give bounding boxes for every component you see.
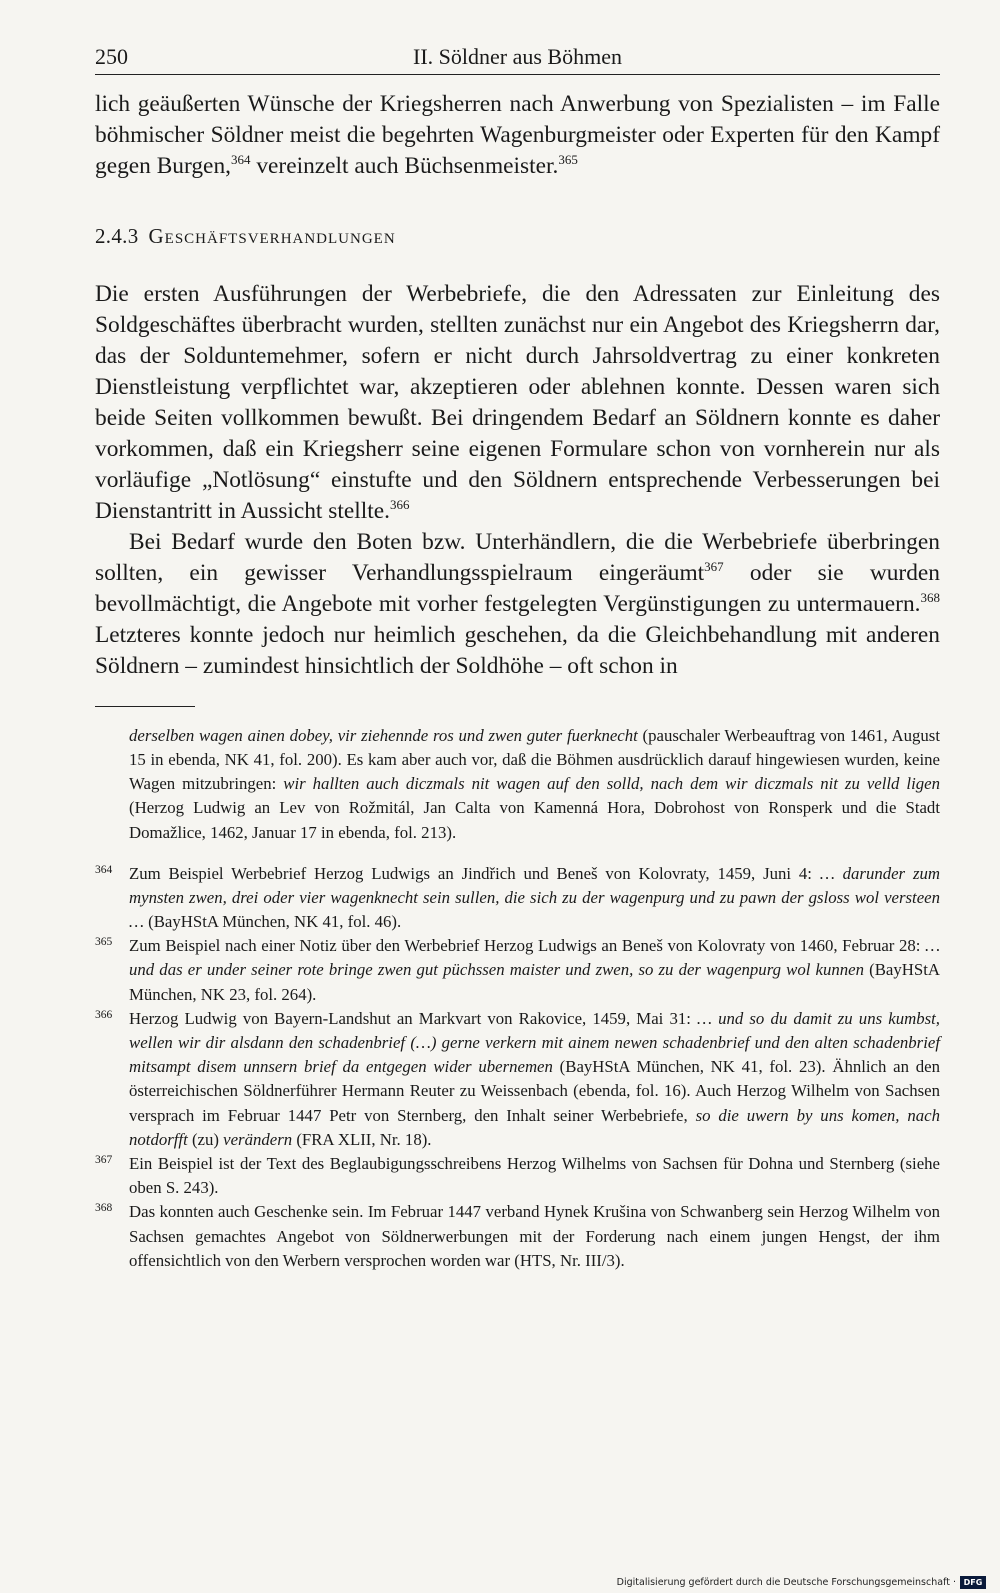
footnote-text: (zu) xyxy=(187,1129,224,1149)
book-page xyxy=(95,40,940,1273)
footnote-text: Das konnten auch Geschenke sein. Im Februar 1447 verband Hynek Krušina von Schwanberg sein Herzog Wilhelm von Sachsen gemachtes Angebot von Söldnerwerbungen mit der Forderung nach einem jungen Hengst, der ihm offensichtlich von den Werbern versprochen worden war (HTS, Nr. III/3). xyxy=(129,1202,940,1270)
quote-text: wir hallten auch diczmals nit wagen auf den solld, nach dem wir diczmals nit zu velld ligen xyxy=(283,774,940,794)
quote-text: … und so du damit zu uns kumbst, wellen wir dir alsdann den schadenbrief (…) gerne verkern mit ainem newen schadenbrief und den alten schadenbrief mitsampt disem unnsern brief da entgegen wider ubernemen xyxy=(129,1008,940,1077)
paragraph xyxy=(95,527,940,682)
footnote-separator xyxy=(95,706,195,707)
footnote-text: (BayHStA München, NK 41, fol. 46). xyxy=(143,912,402,932)
footnote-text: Zum Beispiel nach einer Notiz über den Werbebrief Herzog Ludwigs an Beneš von Kolovraty von 1460, Februar 28: xyxy=(129,936,926,956)
paragraph-continued xyxy=(95,89,940,182)
footnote-text: (BayHStA München, NK 23, fol. 264). xyxy=(129,960,940,1004)
footnote-367 xyxy=(95,1152,940,1200)
running-head xyxy=(95,40,940,75)
footnote-ref: 364 xyxy=(230,152,251,167)
section-heading xyxy=(95,224,940,249)
footnote-number: 368 xyxy=(95,1202,113,1215)
section-number: 2.4.3 xyxy=(95,224,139,248)
paragraph-text: Letzteres konnte jedoch nur heimlich geschehen, da die Gleichbehandlung mit anderen Söldnern – zumindest hinsichtlich der Soldhöhe – oft schon in xyxy=(95,622,940,679)
footnote-text: (pauschaler Werbeauftrag von 1461, August 15 in ebenda, NK 41, fol. 200). Es kam aber auch vor, daß die Böhmen ausdrücklich darauf hingewiesen wurden, keine Wagen mitzubringen: xyxy=(129,725,940,794)
footnotes xyxy=(95,724,940,1273)
dfg-logo-icon: DFG xyxy=(960,1576,986,1589)
footnote-text: (BayHStA München, NK 41, fol. 23). Ähnlich an den österreichischen Söldnerführer Hermann Reuter zu Weissenbach (ebenda, fol. 16). Auch Herzog Wilhelm von Sachsen versprach im Februar 1447 Petr von Sternberg, den Inhalt seiner Werbebriefe, xyxy=(129,1057,940,1125)
footnote-368 xyxy=(95,1200,940,1273)
footnote-text: Herzog Ludwig von Bayern-Landshut an Markvart von Rakovice, 1459, Mai 31: xyxy=(129,1008,698,1028)
footnote-ref: 365 xyxy=(558,152,578,167)
running-title: II. Söldner aus Böhmen xyxy=(413,44,622,69)
quote-text: verändern xyxy=(223,1129,293,1149)
footnote-text: Zum Beispiel Werbebrief Herzog Ludwigs an Jindřich und Beneš von Kolovraty, 1459, Juni 4: xyxy=(129,863,820,883)
quote-text: … darunder zum mynsten zwen, drei oder vier wagenknecht sein sullen, die sich zu der wagenpurg und zu pawn der gsloss wol versteen … xyxy=(129,863,940,932)
quote-text: so die uwern by uns komen, nach notdorfft xyxy=(129,1105,940,1149)
paragraph-text: Die ersten Ausführungen der Werbebriefe, die den Adressaten zur Einleitung des Soldgeschäftes überbracht wurden, stellten zunächst nur ein Angebot des Kriegsherrn dar, das der Solduntemehmer, sofern er nicht durch Jahrsoldvertrag zu einer konkreten Dienstleistung verpflichtet war, akzeptieren oder ablehnen konnte. Dessen waren sich beide Seiten vollkommen bewußt. Bei dringendem Bedarf an Söldnern konnte es daher vorkommen, daß ein Kriegsherr seine eigenen Formulare schon von vornherein nur als vorläufige „Notlösung“ einstufte und den Söldnern entsprechende Verbesserungen bei Dienstantritt in Aussicht stellte. xyxy=(95,281,940,524)
footnote-continued xyxy=(129,724,940,845)
footnote-text: (Herzog Ludwig an Lev von Rožmitál, Jan Calta von Kamenná Hora, Dobrohost von Ronsperk und die Stadt Domažlice, 1462, Januar 17 in ebenda, fol. 213). xyxy=(129,798,940,842)
paragraph xyxy=(95,279,940,527)
footnote-ref: 368 xyxy=(920,590,940,605)
footnote-365 xyxy=(95,934,940,1007)
quote-text: … und das er under seiner rote bringe zwen gut püchssen maister und zwen, so zu der wagenpurg wol kunnen xyxy=(129,936,940,980)
footnote-number: 367 xyxy=(95,1154,113,1167)
page-number: 250 xyxy=(95,44,128,69)
footnote-text: Ein Beispiel ist der Text des Beglaubigungsschreibens Herzog Wilhelms von Sachsen für Dohna und Sternberg (siehe oben S. 243). xyxy=(129,1154,940,1198)
digitization-footer xyxy=(617,1576,986,1589)
quote-text: derselben wagen ainen dobey, vir ziehennde ros und zwen guter fuerknecht xyxy=(129,725,638,745)
footnote-364 xyxy=(95,862,940,935)
footnote-number: 364 xyxy=(95,863,113,876)
section-title: Geschäftsverhandlungen xyxy=(148,224,396,248)
footnote-366 xyxy=(95,1007,940,1152)
paragraph-text: vereinzelt auch Büchsenmeister. xyxy=(250,153,559,179)
footnote-number: 366 xyxy=(95,1008,113,1021)
footer-text: Digitalisierung gefördert durch die Deutsche Forschungsgemeinschaft · xyxy=(616,1577,956,1588)
footnote-ref: 366 xyxy=(389,497,410,512)
paragraph-text: Bei Bedarf wurde den Boten bzw. Unterhändlern, die die Werbebriefe überbringen sollten, ein gewisser Verhandlungsspielraum eingeräumt xyxy=(95,529,940,586)
paragraph-text: lich geäußerten Wünsche der Kriegsherren nach Anwerbung von Spezialisten – im Falle böhmischer Söldner meist die begehrten Wagenburgmeister oder Experten für den Kampf gegen Burgen, xyxy=(95,91,940,179)
footnote-ref: 367 xyxy=(704,559,724,574)
footnote-number: 365 xyxy=(95,936,113,949)
paragraph-text: oder sie wurden bevollmächtigt, die Angebote mit vorher festgelegten Vergünstigungen zu untermauern. xyxy=(95,560,940,617)
footnote-text: (FRA XLII, Nr. 18). xyxy=(292,1129,432,1149)
